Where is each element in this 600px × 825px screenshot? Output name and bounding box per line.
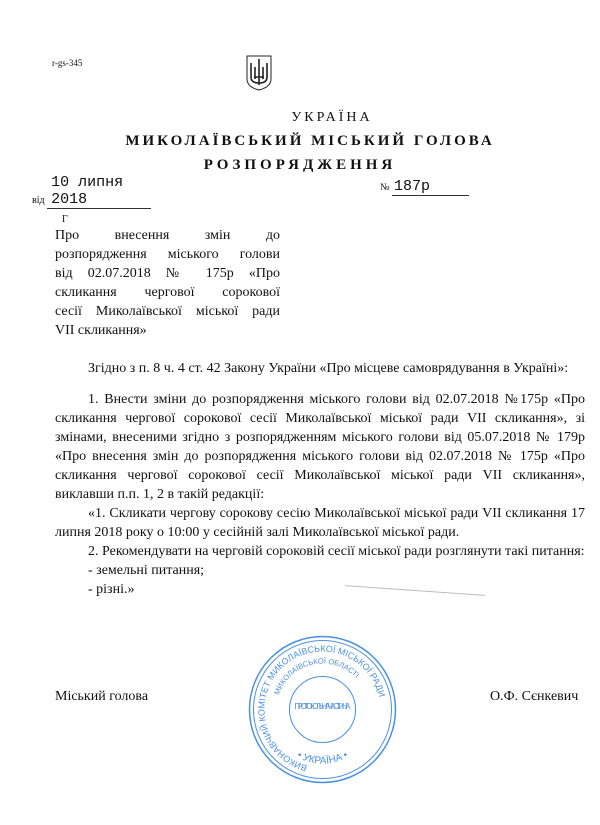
number-value: 187р [392, 178, 469, 196]
date-value: 10 липня 2018 [47, 174, 151, 209]
stamp-inner-text: МИКОЛАЇВСЬКОЇ ОБЛАСТІ [272, 656, 362, 696]
country-heading: УКРАЇНА [291, 110, 373, 125]
list-item: - земельні питання; [88, 563, 205, 578]
subject-line: VII скликання» [55, 323, 147, 338]
signature-title: Міський голова [55, 689, 149, 704]
paragraph-basis: Згідно з п. 8 ч. 4 ст. 42 Закону України «Про місцеве самоврядування в Україні»: [88, 361, 569, 376]
number-field [380, 178, 469, 196]
number-prefix: № [380, 182, 390, 193]
corner-mark: Г [62, 214, 68, 225]
document-body [55, 359, 585, 599]
subject-line: сесії Миколаївської міської ради [55, 304, 280, 319]
subject-block [55, 226, 280, 340]
authority-heading: МИКОЛАЇВСЬКИЙ МІСЬКИЙ ГОЛОВА [125, 133, 495, 149]
paragraph-item-1: 1. Внести зміни до розпорядження міського голови від 02.07.2018 №175р «Про скликання чергової сорокової сесії Миколаївської міської ради VII скликання», зі змінами, внесеними згідно з розпорядженням міського голови від 05.07.2018 № 179р «Про внесення змін до розпорядження міського голови від 02.07.2018 № 175р «Про скликання чергової сорокової сесії Миколаївської міської ради VII скликання», виклавши п.п. 1, 2 в такій редакції: [55, 392, 585, 502]
stamp-outer-text: ВИКОНАВЧИЙ КОМІТЕТ МИКОЛАЇВСЬКОЇ МІСЬКОЇ РАДИ [256, 643, 388, 774]
paragraph-quote-1: «1. Скликати чергову сорокову сесію Миколаївської міської ради VII скликання 17 липня 2018 року о 10:00 у сесійній залі Миколаївської міської ради. [55, 506, 585, 540]
signature-name: О.Ф. Сєнкевич [490, 689, 579, 704]
subject-line: Про внесення змін до [55, 228, 280, 243]
subject-line: від 02.07.2018 № 175р «Про [55, 266, 280, 281]
coat-of-arms-icon [246, 55, 272, 91]
subject-line: розпорядження міського голови [55, 247, 280, 262]
document-type-heading: РОЗПОРЯДЖЕННЯ [203, 157, 397, 173]
paragraph-quote-2: 2. Рекомендувати на черговій сороковій сесії міської ради розглянути такі питання: [88, 544, 585, 559]
stamp-bottom-text: • УКРАЇНА • [295, 749, 350, 767]
date-field [32, 174, 151, 209]
document-code: r-gs-345 [52, 58, 83, 68]
subject-line: скликання чергової сорокової [55, 285, 280, 300]
list-item: - різні.» [88, 582, 135, 597]
official-stamp [245, 632, 400, 787]
date-prefix: від [32, 195, 45, 206]
stamp-center-text: ПРОТОКОЛЬНА ЧАСТИНА [294, 702, 351, 711]
